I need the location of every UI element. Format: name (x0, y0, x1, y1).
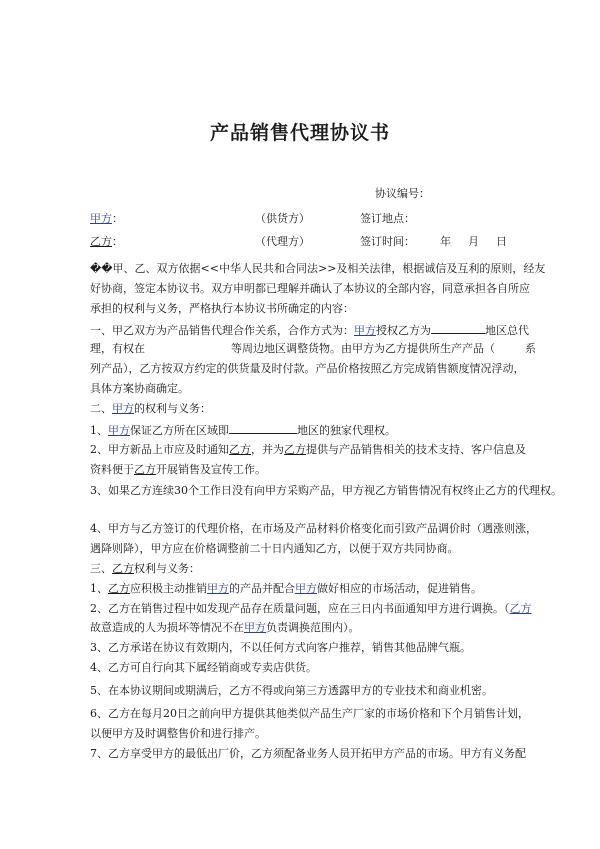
clause-1-text: 授权乙方为 (376, 324, 431, 337)
clause-1-line-4: 具体方案协商确定。 (90, 382, 189, 395)
clause-text: 保证乙方所在区域即 (130, 424, 229, 437)
clause-text: 负责调换范围内）。 (266, 621, 360, 634)
clause-1-line-3: 列产品），乙方按双方约定的供货量及时付款。产品价格按照乙方完成销售额度情况浮动， (90, 362, 525, 375)
clause-number: 1、 (90, 582, 108, 595)
clause-2-3: 3、如果乙方连续30个工作日没有向甲方采购产品，甲方视乙方销售情况有权终止乙方的代理权。 (90, 484, 562, 497)
clause-1-text: 等周边地区调整货物。由甲方为乙方提供所生产产品（ (231, 342, 495, 355)
clause-2-1 (90, 422, 396, 438)
clause-text: 开展销售及宣传工作。 (156, 463, 266, 476)
clause-3-6-line-2: 以便甲方及时调整售价和进行排产。 (90, 727, 266, 740)
clause-3-7: 7、乙方享受甲方的最低出厂价，乙方须配备业务人员开拓甲方产品的市场。甲方有义务配 (90, 747, 526, 760)
clause-2-4-line-1: 4、甲方与乙方签订的代理价格，在市场及产品材料价格变化而引致产品调价时（遇涨则涨， (90, 522, 537, 535)
party-a-line (90, 212, 123, 226)
clause-text: 资料便于 (90, 463, 134, 476)
day-label: 日 (496, 235, 507, 248)
section-3-number: 三、 (90, 562, 112, 575)
signing-place-label: 签订地点： (360, 212, 415, 225)
party-b-label: 乙方 (90, 235, 112, 248)
clause-1-text: 地区总代 (485, 324, 529, 337)
party-a-ref: 甲方 (354, 324, 376, 337)
clause-3-2-line-2 (90, 621, 360, 635)
clause-2-4-line-2: 遇降则降），甲方应在价格调整前二十日内通知乙方，以便于双方共同协商。 (90, 542, 459, 555)
section-2-heading (90, 402, 211, 416)
year-label: 年 (440, 235, 451, 248)
party-b-line (90, 235, 123, 249)
section-2-title: 的权利与义务： (134, 402, 211, 415)
party-a-role: （供货方） (255, 212, 310, 225)
party-b-ref: 乙方 (108, 582, 130, 595)
party-b-ref: 乙方 (509, 602, 532, 615)
clause-text: ，并为 (251, 443, 284, 456)
party-a-colon: ： (112, 212, 123, 225)
party-a-ref: 甲方 (108, 424, 130, 437)
clause-text: 地区的独家代理权。 (297, 424, 396, 437)
clause-text: 做好相应的市场活动，促进销售。 (317, 582, 482, 595)
clause-text: 2、乙方在销售过程中如发现产品存在质量问题，应在三日内书面通知甲方进行调换。（ (90, 602, 510, 615)
clause-text: 提供与产品销售相关的技术支持、客户信息及 (306, 443, 526, 456)
section-2-number: 二、 (90, 402, 112, 415)
party-a-ref: 甲方 (295, 582, 317, 595)
section-3-title: 权利与义务： (134, 562, 200, 575)
party-a-ref: 甲方 (112, 402, 134, 415)
region-blank (229, 422, 297, 434)
clause-3-3: 3、乙方承诺在协议有效期内，不以任何方式向客户推荐，销售其他品牌气瓶。 (90, 641, 471, 654)
clause-3-1 (90, 582, 482, 596)
document-title: 产品销售代理协议书 (209, 122, 390, 144)
clause-number: 1、 (90, 424, 108, 437)
region-blank (431, 322, 485, 334)
clause-1-line-1 (90, 322, 529, 338)
clause-text: 应积极主动推销 (130, 582, 207, 595)
clause-1-line-2 (90, 342, 536, 356)
intro-line-1: ��甲、乙、双方依据<<中华人民共和合同法>>及相关法律，根据诚信及互利的原则，经友 (90, 262, 546, 275)
party-b-colon: ： (112, 235, 123, 248)
party-a-ref: 甲方 (244, 621, 266, 634)
party-b-ref: 乙方 (112, 562, 134, 575)
clause-3-5: 5、在本协议期间或期满后，乙方不得或向第三方透露甲方的专业技术和商业机密。 (90, 684, 493, 697)
signing-time-label: 签订时间： (360, 235, 415, 248)
party-a-label: 甲方 (90, 212, 112, 225)
party-b-ref: 乙方 (284, 443, 306, 456)
clause-3-6-line-1: 6、乙方在每月20日之前向甲方提供其他类似产品生产厂家的市场价格和下个月销售计划， (90, 707, 529, 720)
month-label: 月 (468, 235, 479, 248)
intro-line-2: 好协商，签定本协议书。双方申明都已理解并确认了本协议的全部内容，同意承担各自所应 (90, 282, 530, 295)
clause-1-text: 系 (525, 342, 536, 355)
clause-text: 2、甲方新品上市应及时通知 (90, 443, 229, 456)
agreement-number-label: 协议编号： (375, 187, 430, 200)
party-b-ref: 乙方 (229, 443, 251, 456)
clause-text: 的产品并配合 (229, 582, 295, 595)
party-a-ref: 甲方 (207, 582, 229, 595)
intro-line-3: 承担的权利与义务，严格执行本协议书所确定的内容： (90, 302, 354, 315)
clause-3-4: 4、乙方可自行向其下属经销商或专卖店供货。 (90, 661, 317, 674)
party-b-role: （代理方） (255, 235, 310, 248)
section-3-heading (90, 562, 200, 576)
clause-1-text: 理，有权在 (90, 342, 145, 355)
clause-1-text: 一、甲乙双方为产品销售代理合作关系，合作方式为： (90, 324, 354, 337)
clause-3-2-line-1 (90, 602, 532, 616)
party-b-ref: 乙方 (134, 463, 156, 476)
clause-2-2-line-2 (90, 463, 266, 477)
clause-2-2-line-1 (90, 443, 526, 457)
clause-text: 故意造成的人为损坏等情况不在 (90, 621, 244, 634)
